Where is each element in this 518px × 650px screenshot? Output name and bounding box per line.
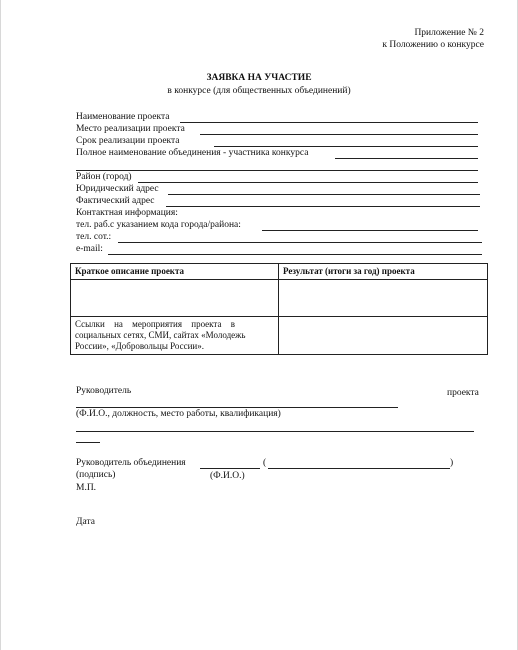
place-label: Место реализации проекта <box>76 124 185 134</box>
links-text-line2: социальных сетях, СМИ, сайтах «Молодежь <box>75 330 246 340</box>
form-subtitle: в конкурсе (для общественных объединений) <box>167 86 351 96</box>
form-title: ЗАЯВКА НА УЧАСТИЕ <box>206 73 312 83</box>
actual-address-field[interactable] <box>166 206 480 207</box>
open-parenthesis: ( <box>263 458 267 468</box>
project-name-field[interactable] <box>180 122 478 123</box>
contacts-label: Контактная информация: <box>76 208 178 218</box>
stamp-label: М.П. <box>76 483 97 493</box>
legal-address-field[interactable] <box>168 194 480 195</box>
page-edge-left <box>0 0 1 650</box>
org-leader-label: Руководитель объединения <box>76 458 186 468</box>
signature-field[interactable] <box>200 468 260 469</box>
email-field[interactable] <box>108 254 482 255</box>
leader-details-caption: (Ф.И.О., должность, место работы, квалификация) <box>76 409 281 419</box>
signature-caption: (подпись) <box>76 470 116 480</box>
date-label: Дата <box>76 517 95 527</box>
project-label: проекта <box>447 388 479 398</box>
project-description-table <box>70 263 488 355</box>
legal-address-label: Юридический адрес <box>76 184 159 194</box>
leader-details-field-end[interactable] <box>76 442 100 443</box>
project-name-label: Наименование проекта <box>76 112 170 122</box>
fio-field[interactable] <box>268 468 450 469</box>
description-cell[interactable] <box>71 280 279 317</box>
org-name-field-continued[interactable] <box>76 170 478 171</box>
links-text-line3: России», «Добровольцы России». <box>75 341 205 351</box>
leader-field[interactable] <box>76 407 398 408</box>
term-field[interactable] <box>214 146 478 147</box>
table-header-description: Краткое описание проекта <box>71 264 279 280</box>
term-label: Срок реализации проекта <box>76 136 180 146</box>
leader-details-field[interactable] <box>76 431 474 432</box>
work-phone-label: тел. раб.с указанием кода города/района: <box>76 220 241 230</box>
org-name-label: Полное наименование объединения - участника конкурса <box>76 148 309 158</box>
links-cell <box>71 317 279 355</box>
close-parenthesis: ) <box>450 458 454 468</box>
table-row-input <box>71 280 488 317</box>
links-value-cell[interactable] <box>279 317 488 355</box>
annex-reference: к Положению о конкурсе <box>382 40 484 50</box>
place-field[interactable] <box>200 134 478 135</box>
actual-address-label: Фактический адрес <box>76 196 155 206</box>
annex-number: Приложение № 2 <box>414 28 484 38</box>
work-phone-field[interactable] <box>262 230 478 231</box>
links-text-line1: Ссылки на мероприятия проекта в <box>75 319 235 329</box>
leader-label: Руководитель <box>76 386 132 396</box>
mobile-phone-field[interactable] <box>118 242 482 243</box>
table-row-links <box>71 317 488 355</box>
table-header-result: Результат (итоги за год) проекта <box>279 264 488 280</box>
table-header-row <box>71 264 488 280</box>
mobile-phone-label: тел. сот.: <box>76 232 112 242</box>
email-label: e-mail: <box>76 244 103 254</box>
result-cell[interactable] <box>279 280 488 317</box>
district-field[interactable] <box>138 182 478 183</box>
org-name-field[interactable] <box>335 158 478 159</box>
fio-caption: (Ф.И.О.) <box>210 471 245 481</box>
district-label: Район (город) <box>76 172 132 182</box>
